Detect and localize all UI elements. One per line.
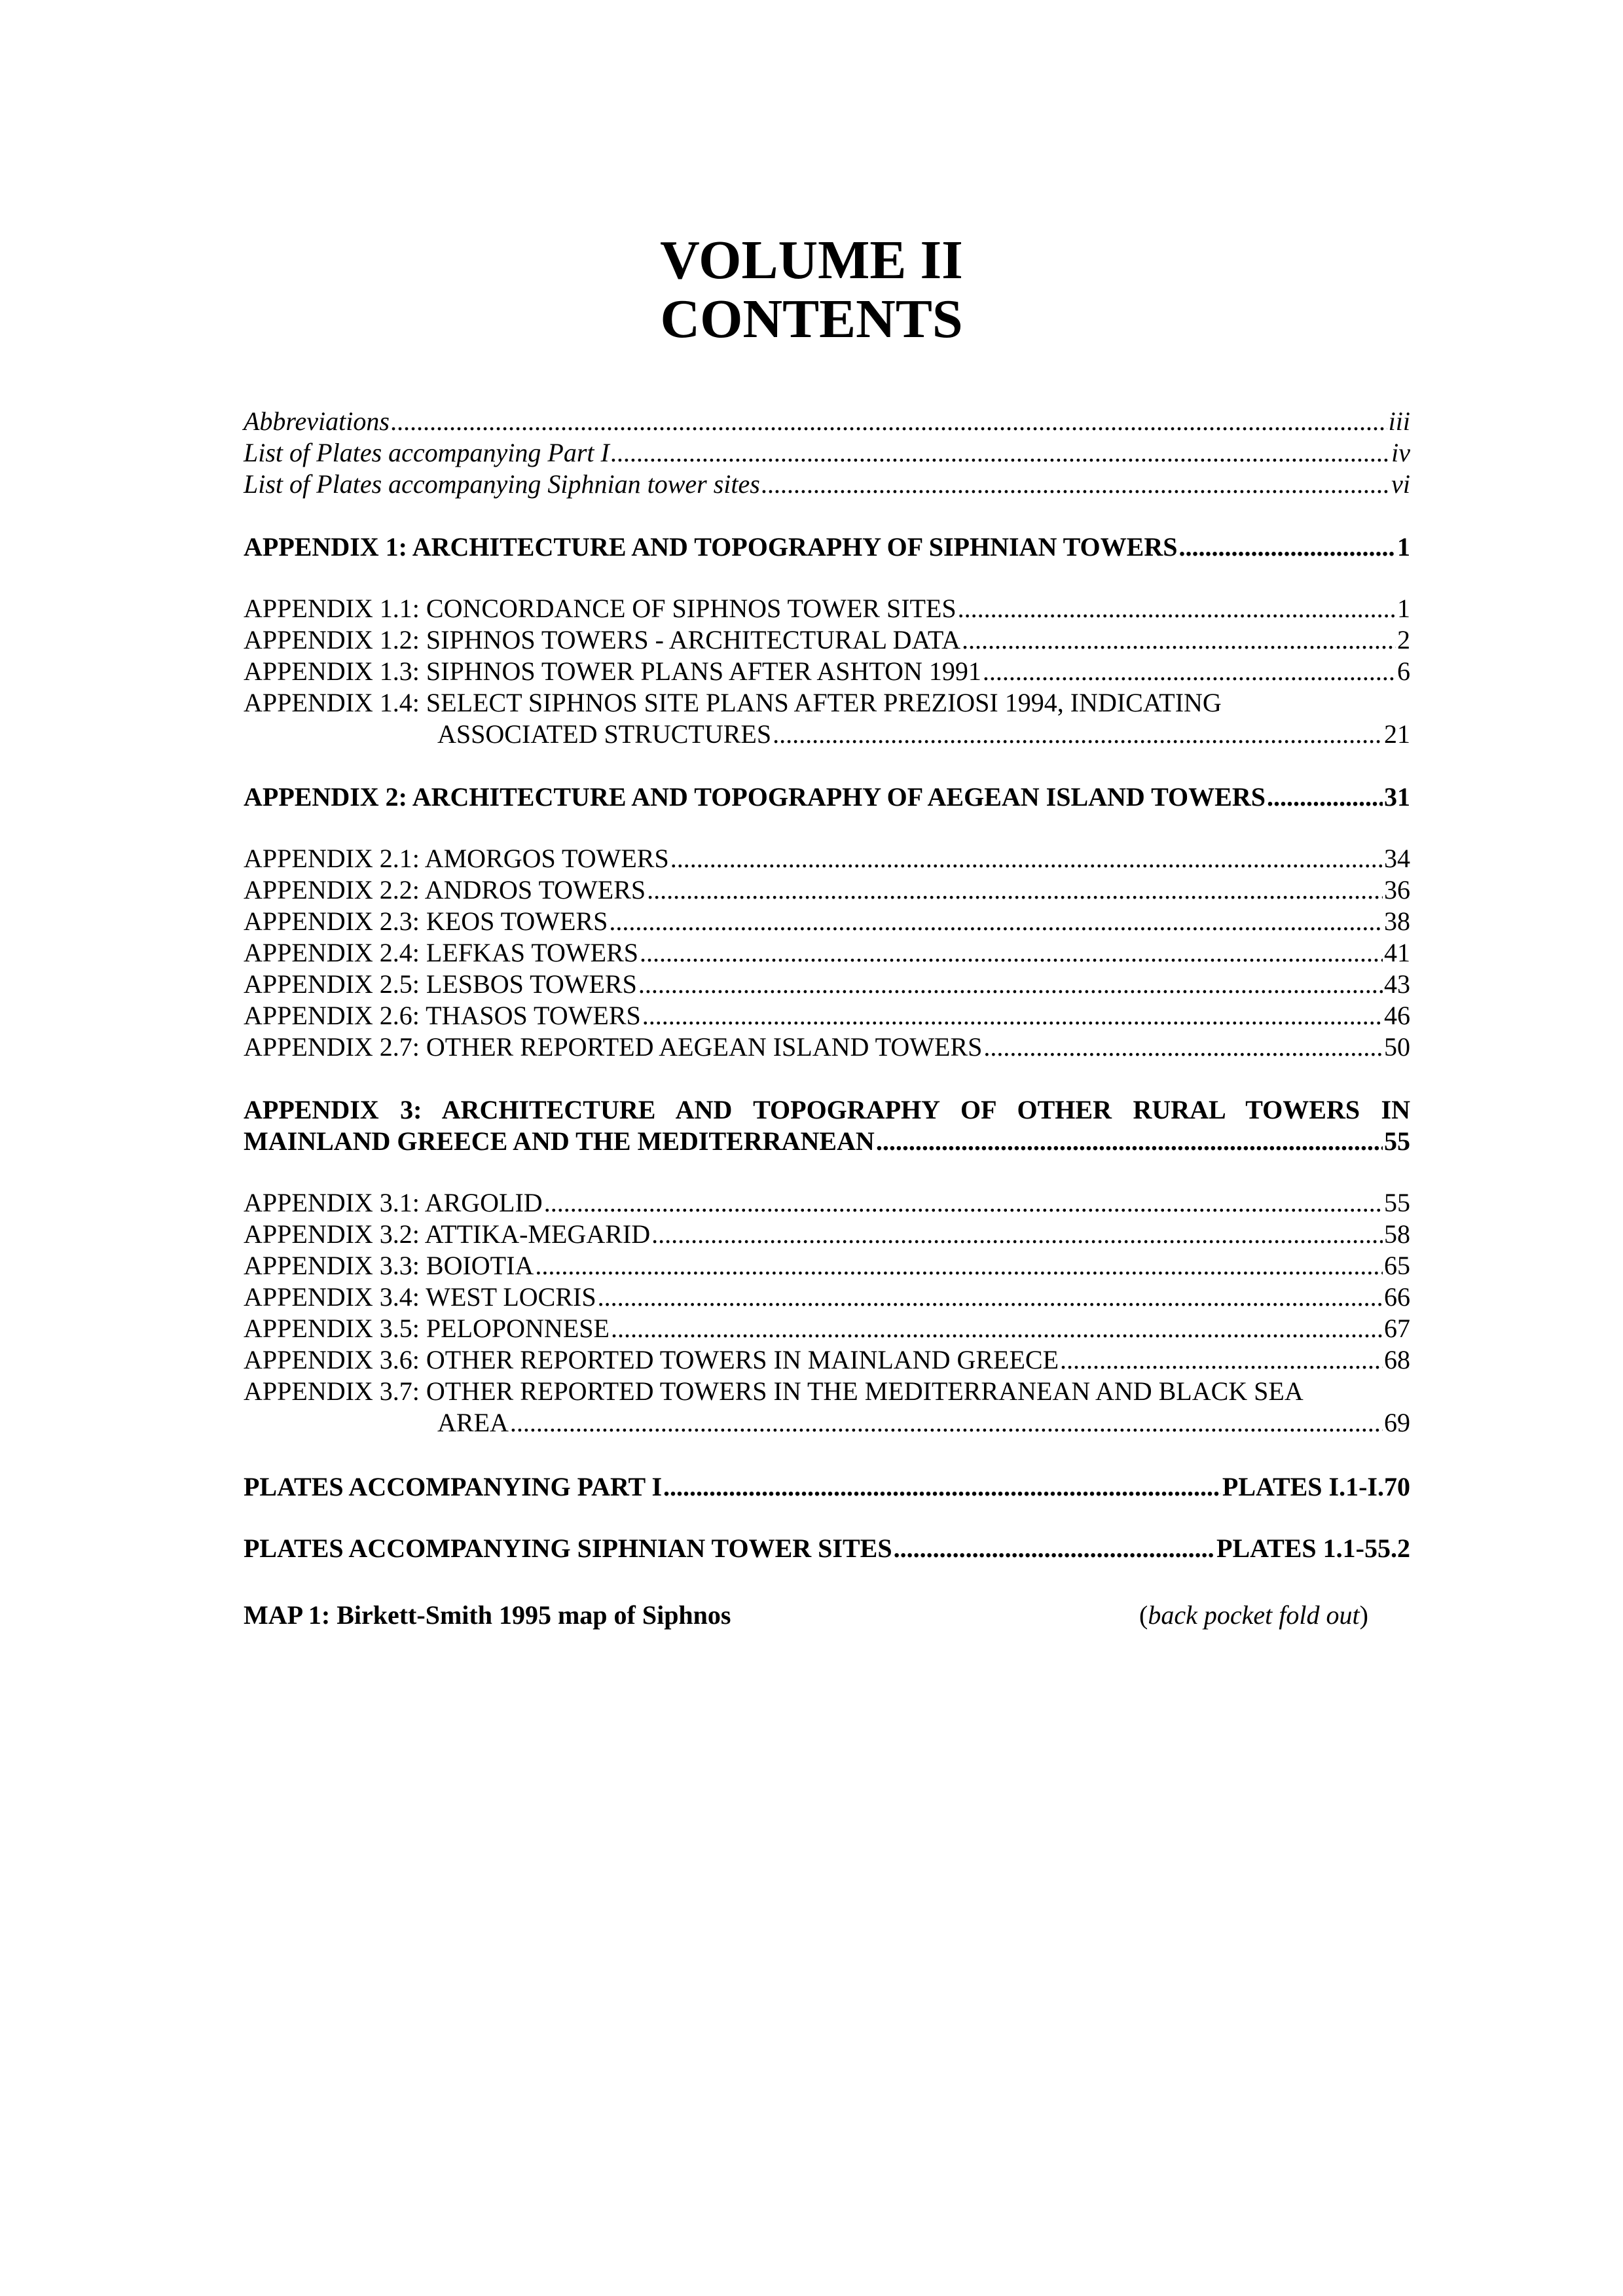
dot-leader: [962, 624, 1396, 656]
toc-heading-page: 31: [1384, 782, 1410, 812]
toc-entry-label: APPENDIX 2.1: AMORGOS TOWERS: [244, 844, 669, 873]
toc-entry-page: 1: [1397, 594, 1410, 623]
toc-entry-appendix-2-1[interactable]: [244, 843, 1410, 874]
toc-heading-appendix-1[interactable]: [244, 531, 1410, 563]
dot-leader: [761, 469, 1390, 500]
toc-entry-page: 67: [1384, 1314, 1410, 1343]
toc-heading-appendix-2[interactable]: [244, 781, 1410, 813]
toc-entry-page: 68: [1384, 1345, 1410, 1374]
toc-entry-appendix-2-4[interactable]: [244, 937, 1410, 969]
dot-leader: [958, 593, 1396, 624]
toc-entry-appendix-1-2[interactable]: [244, 624, 1410, 656]
dot-leader: [391, 406, 1387, 437]
toc-heading-label: MAINLAND GREECE AND THE MEDITERRANEAN: [244, 1126, 875, 1156]
toc-entry-page: iii: [1388, 406, 1410, 436]
toc-entry-page: 38: [1384, 906, 1410, 936]
dot-leader: [773, 719, 1383, 750]
toc-entry-page: 55: [1384, 1188, 1410, 1217]
toc-entry-label: ASSOCIATED STRUCTURES: [437, 719, 772, 749]
toc-entry-label: Abbreviations: [244, 406, 390, 436]
toc-entry-appendix-2-2[interactable]: [244, 874, 1410, 906]
map-note-close: ): [1359, 1600, 1368, 1630]
toc-entry-abbreviations[interactable]: [244, 406, 1410, 437]
toc-entry-page: 41: [1384, 938, 1410, 967]
toc-entry-plates-siphnian[interactable]: [244, 469, 1410, 500]
toc-entry-page: 50: [1384, 1032, 1410, 1062]
dot-leader: [663, 1471, 1221, 1503]
toc-entry-appendix-3-3[interactable]: [244, 1250, 1410, 1282]
dot-leader: [611, 1313, 1383, 1344]
toc-entry-label: APPENDIX 2.4: LEFKAS TOWERS: [244, 938, 639, 967]
toc-entry-page: 46: [1384, 1001, 1410, 1030]
toc-entry-page: 43: [1384, 969, 1410, 999]
toc-entry-label: APPENDIX 2.7: OTHER REPORTED AEGEAN ISLAND TOWERS: [244, 1032, 983, 1062]
dot-leader: [894, 1533, 1215, 1564]
map-note: [1139, 1600, 1368, 1631]
toc-entry-label: APPENDIX 3.1: ARGOLID: [244, 1188, 543, 1217]
toc-heading-page: PLATES I.1-I.70: [1222, 1472, 1410, 1501]
toc-entry-page: 69: [1384, 1408, 1410, 1437]
toc-entry-page: 36: [1384, 875, 1410, 905]
toc-entry-appendix-1-1[interactable]: [244, 593, 1410, 624]
dot-leader: [544, 1187, 1383, 1219]
toc-entry-appendix-1-4-continued[interactable]: [244, 719, 1410, 750]
toc-heading-page: 1: [1397, 532, 1410, 562]
toc-entry-label: APPENDIX 3.3: BOIOTIA: [244, 1251, 534, 1280]
toc-entry-label: List of Plates accompanying Part I: [244, 438, 610, 467]
toc-entry-label: APPENDIX 2.3: KEOS TOWERS: [244, 906, 608, 936]
toc-entry-page: 2: [1397, 625, 1410, 655]
toc-entry-page: iv: [1391, 438, 1410, 467]
toc-entry-label: APPENDIX 3.5: PELOPONNESE: [244, 1314, 610, 1343]
toc-heading-label: PLATES ACCOMPANYING PART I: [244, 1472, 663, 1501]
map-label: MAP 1: Birkett-Smith 1995 map of Siphnos: [244, 1600, 731, 1630]
toc-entry-appendix-3-1[interactable]: [244, 1187, 1410, 1219]
toc-entry-appendix-2-5[interactable]: [244, 969, 1410, 1000]
toc-entry-page: 21: [1384, 719, 1410, 749]
toc-entry-page: vi: [1391, 469, 1410, 499]
toc-heading-page: PLATES 1.1-55.2: [1216, 1534, 1410, 1563]
dot-leader: [611, 437, 1390, 469]
dot-leader: [642, 1000, 1383, 1031]
toc-entry-appendix-1-4[interactable]: APPENDIX 1.4: SELECT SIPHNOS SITE PLANS AFTER PREZIOSI 1994, INDICATING: [244, 688, 1222, 717]
dot-leader: [640, 937, 1383, 969]
toc-heading-label: APPENDIX 1: ARCHITECTURE AND TOPOGRAPHY OF SIPHNIAN TOWERS: [244, 532, 1178, 562]
dot-leader: [876, 1126, 1383, 1157]
toc-entry-appendix-2-6[interactable]: [244, 1000, 1410, 1031]
dot-leader: [598, 1282, 1383, 1313]
map-note-open: (: [1139, 1600, 1148, 1630]
dot-leader: [647, 874, 1383, 906]
dot-leader: [1267, 781, 1383, 813]
toc-heading-plates-part-i[interactable]: [244, 1471, 1410, 1503]
toc-entry-label: List of Plates accompanying Siphnian tower sites: [244, 469, 760, 499]
dot-leader: [983, 1031, 1383, 1063]
dot-leader: [1060, 1344, 1383, 1376]
dot-leader: [510, 1407, 1383, 1439]
toc-entry-plates-part-i[interactable]: [244, 437, 1410, 469]
toc-entry-page: 66: [1384, 1282, 1410, 1312]
toc-heading-label: PLATES ACCOMPANYING SIPHNIAN TOWER SITES: [244, 1534, 892, 1563]
dot-leader: [670, 843, 1383, 874]
dot-leader: [535, 1250, 1383, 1282]
toc-heading-appendix-3-continued[interactable]: [244, 1126, 1410, 1157]
toc-entry-label: APPENDIX 1.1: CONCORDANCE OF SIPHNOS TOWER SITES: [244, 594, 957, 623]
toc-entry-appendix-3-6[interactable]: [244, 1344, 1410, 1376]
dot-leader: [609, 906, 1383, 937]
toc-entry-label: APPENDIX 3.2: ATTIKA-MEGARID: [244, 1219, 651, 1249]
dot-leader: [638, 969, 1383, 1000]
toc-entry-label: APPENDIX 3.6: OTHER REPORTED TOWERS IN MAINLAND GREECE: [244, 1345, 1059, 1374]
toc-entry-appendix-3-5[interactable]: [244, 1313, 1410, 1344]
toc-heading-page: 55: [1384, 1126, 1410, 1156]
toc-entry-label: APPENDIX 1.3: SIPHNOS TOWER PLANS AFTER ASHTON 1991: [244, 656, 981, 686]
toc-entry-appendix-2-3[interactable]: [244, 906, 1410, 937]
toc-entry-appendix-3-4[interactable]: [244, 1282, 1410, 1313]
dot-leader: [983, 656, 1396, 687]
toc-entry-appendix-2-7[interactable]: [244, 1031, 1410, 1063]
toc-entry-appendix-1-3[interactable]: [244, 656, 1410, 687]
toc-entry-appendix-3-7-continued[interactable]: [244, 1407, 1410, 1439]
toc-heading-appendix-3[interactable]: APPENDIX 3: ARCHITECTURE AND TOPOGRAPHY OF OTHER RURAL TOWERS IN: [244, 1095, 1410, 1124]
toc-entry-page: 58: [1384, 1219, 1410, 1249]
toc-entry-label: APPENDIX 2.5: LESBOS TOWERS: [244, 969, 637, 999]
map-note-text: back pocket fold out: [1148, 1600, 1360, 1630]
dot-leader: [651, 1219, 1383, 1250]
toc-entry-label: AREA: [437, 1408, 509, 1437]
toc-entry-label: APPENDIX 2.2: ANDROS TOWERS: [244, 875, 646, 905]
toc-entry-page: 34: [1384, 844, 1410, 873]
toc-entry-page: 65: [1384, 1251, 1410, 1280]
volume-title: VOLUME II: [660, 230, 963, 291]
contents-title: CONTENTS: [660, 289, 963, 350]
toc-heading-label: APPENDIX 2: ARCHITECTURE AND TOPOGRAPHY OF AEGEAN ISLAND TOWERS: [244, 782, 1266, 812]
toc-entry-label: APPENDIX 3.4: WEST LOCRIS: [244, 1282, 596, 1312]
toc-entry-appendix-3-7[interactable]: APPENDIX 3.7: OTHER REPORTED TOWERS IN THE MEDITERRANEAN AND BLACK SEA: [244, 1376, 1304, 1406]
toc-entry-label: APPENDIX 2.6: THASOS TOWERS: [244, 1001, 641, 1030]
toc-entry-page: 6: [1397, 656, 1410, 686]
toc-entry-appendix-3-2[interactable]: [244, 1219, 1410, 1250]
toc-heading-plates-siphnian[interactable]: [244, 1533, 1410, 1564]
toc-entry-label: APPENDIX 1.2: SIPHNOS TOWERS - ARCHITECTURAL DATA: [244, 625, 961, 655]
dot-leader: [1178, 531, 1396, 563]
